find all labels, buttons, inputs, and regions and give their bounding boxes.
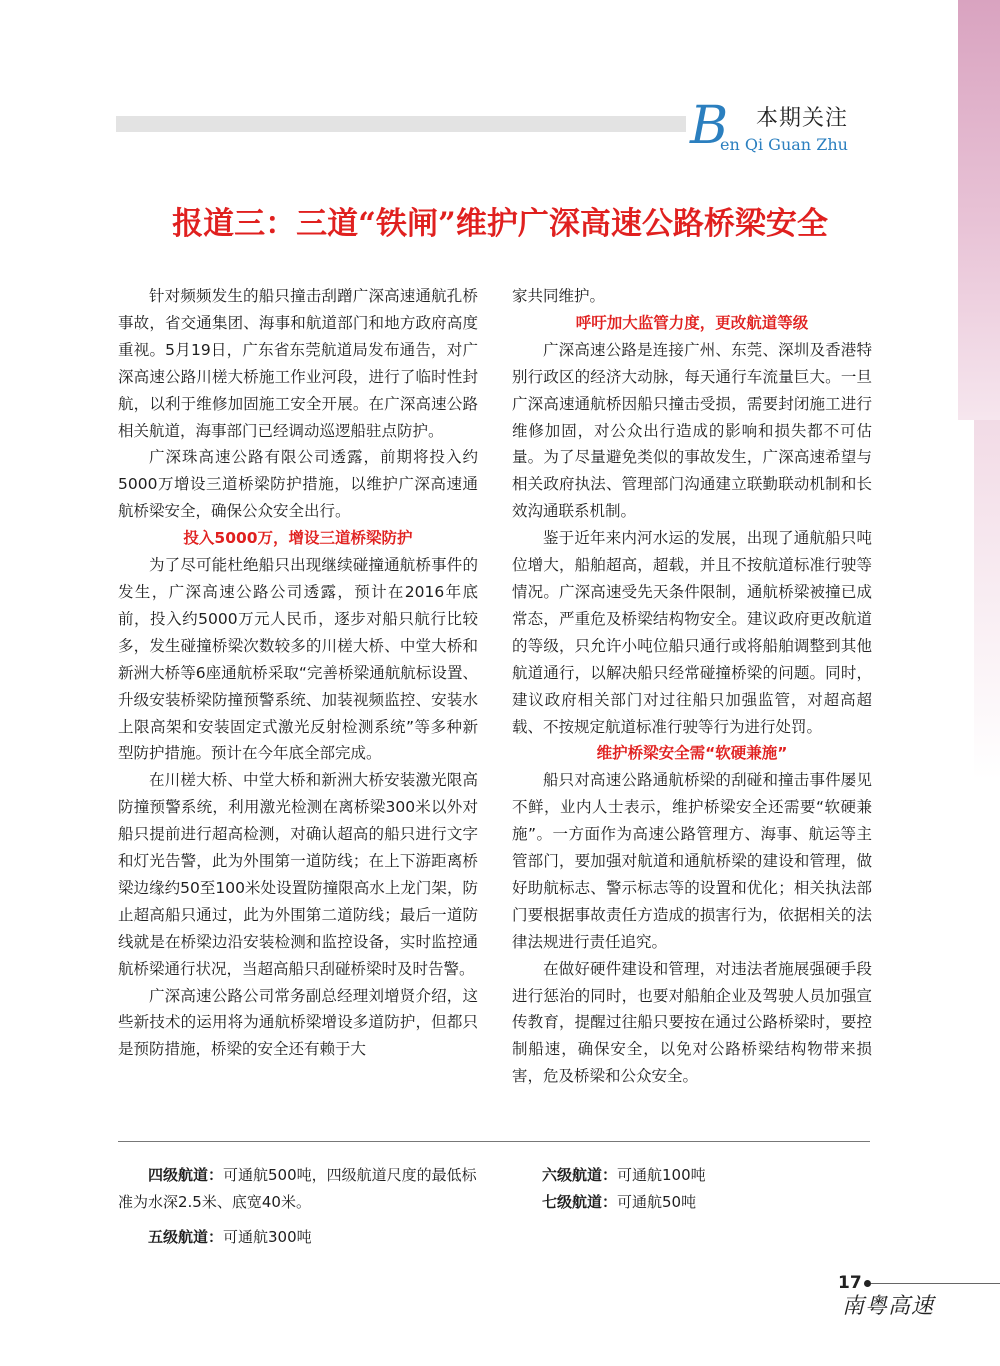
footnote-label: 六级航道： [542, 1166, 618, 1184]
paragraph: 广深高速公路公司常务副总经理刘增贤介绍，这些新技术的运用将为通航桥梁增设多道防护，但都只是预防措施，桥梁的安全还有赖于大 [118, 986, 478, 1059]
right-column [512, 283, 872, 1090]
section-initial-letter: B [690, 96, 729, 156]
section-title-en: en Qi Guan Zhu [720, 135, 848, 154]
footnotes-left [118, 1162, 478, 1251]
decorative-pink-band [958, 0, 1000, 420]
footnote-grade7 [512, 1189, 872, 1216]
footnote-text: 可通航500吨，四级航道尺度的最低标准为水深2.5米、底宽40米。 [118, 1166, 477, 1211]
article-title: 报道三：三道“铁闸”维护广深高速公路桥梁安全 [172, 206, 828, 242]
paragraph: 鉴于近年来内河水运的发展，出现了通航船只吨位增大，船舶超高，超载，并且不按航道标准行驶等情况。广深高速受先天条件限制，通航桥梁被撞已成常态，严重危及桥梁结构物安全。建议政府更改航道的等级，只允许小吨位船只通行或将船舶调整到其他航道通行，以解决船只经常碰撞桥梁的问题。同时，建议政府相关部门对过往船只加强监管，对超高超载、不按规定航道标准行驶等行为进行处罚。 [512, 529, 872, 736]
paragraph: 为了尽可能杜绝船只出现继续碰撞通航桥事件的发生，广深高速公路公司透露，预计在2016年底前，投入约5000万元人民币，逐步对船只航行比较多，发生碰撞桥梁次数较多的川槎大桥、中堂大桥和新洲大桥等6座通航桥采取“完善桥梁通航航标设置、升级安装桥梁防撞预警系统、加装视频监控、安装水上限高架和安装固定式激光反射检测系统”等多种新型防护措施。预计在今年底全部完成。 [118, 556, 478, 763]
left-column [118, 283, 478, 1063]
page-number: 17 [838, 1273, 862, 1293]
magazine-logo: 南粤高速 [842, 1294, 935, 1319]
paragraph: 在川槎大桥、中堂大桥和新洲大桥安装激光限高防撞预警系统，利用激光检测在离桥梁300米以外对船只提前进行超高检测，对确认超高的船只进行文字和灯光告警，此为外围第一道防线；在上下游距离桥梁边缘约50至100米处设置防撞限高水上龙门架，防止超高船只通过，此为外围第二道防线；最后一道防线就是在桥梁边沿安装检测和监控设备，实时监控通航桥梁通行状况，当超高船只刮碰桥梁时及时告警。 [118, 771, 478, 978]
paragraph: 广深珠高速公路有限公司透露，前期将投入约5000万增设三道桥梁防护措施，以维护广深高速通航桥梁安全，确保公众安全出行。 [118, 448, 478, 521]
footnote-label: 七级航道： [542, 1193, 618, 1211]
paragraph: 船只对高速公路通航桥梁的刮碰和撞击事件屡见不鲜，业内人士表示，维护桥梁安全还需要“软硬兼施”。一方面作为高速公路管理方、海事、航运等主管部门，要加强对航道和通航桥梁的建设和管理，做好助航标志、警示标志等的设置和优化；相关执法部门要根据事故责任方造成的损害行为，依据相关的法律法规进行责任追究。 [512, 771, 872, 951]
paragraph: 广深高速公路是连接广州、东莞、深圳及香港特别行政区的经济大动脉，每天通行车流量巨大。一旦广深高速通航桥因船只撞击受损，需要封闭施工进行维修加固，对公众出行造成的影响和损失都不可估量。为了尽量避免类似的事故发生，广深高速希望与相关政府执法、管理部门沟通建立联勤联动机制和长效沟通联系机制。 [512, 340, 872, 521]
footnote-divider [118, 1141, 870, 1142]
footnotes-right [512, 1162, 872, 1216]
footnote-label: 四级航道： [148, 1166, 224, 1184]
subheading: 呼吁加大监管力度，更改航道等级 [575, 313, 809, 332]
paragraph: 在做好硬件建设和管理，对违法者施展强硬手段进行惩治的同时，也要对船舶企业及驾驶人员加强宣传教育，提醒过往船只要按在通过公路桥梁时，要控制船速，确保安全，以免对公路桥梁结构物带来损害，危及桥梁和公众安全。 [512, 959, 872, 1086]
paragraph: 针对频频发生的船只撞击刮蹭广深高速通航孔桥事故，省交通集团、海事和航道部门和地方政府高度重视。5月19日，广东省东莞航道局发布通告，对广深高速公路川槎大桥施工作业河段，进行了临时性封航，以利于维修加固施工安全开展。在广深高速公路相关航道，海事部门已经调动巡逻船驻点防护。 [118, 287, 478, 440]
footnote-label: 五级航道： [148, 1228, 224, 1246]
footnote-grade6 [512, 1162, 872, 1189]
page-bullet-icon [864, 1280, 871, 1287]
footnote-text: 可通航50吨 [617, 1193, 697, 1211]
section-title-cn: 本期关注 [756, 106, 849, 131]
footnote-grade5 [118, 1224, 478, 1251]
header-gray-bar [116, 116, 686, 132]
footnote-text: 可通航100吨 [617, 1166, 706, 1184]
subheading: 投入5000万，增设三道桥梁防护 [183, 529, 413, 548]
footnote-grade4 [118, 1162, 478, 1216]
decorative-pink-fade [974, 420, 1000, 780]
footnote-text: 可通航300吨 [223, 1228, 312, 1246]
paragraph-continued: 家共同维护。 [512, 287, 606, 305]
subheading: 维护桥梁安全需“软硬兼施” [596, 744, 788, 763]
footer-rule [871, 1283, 1000, 1284]
